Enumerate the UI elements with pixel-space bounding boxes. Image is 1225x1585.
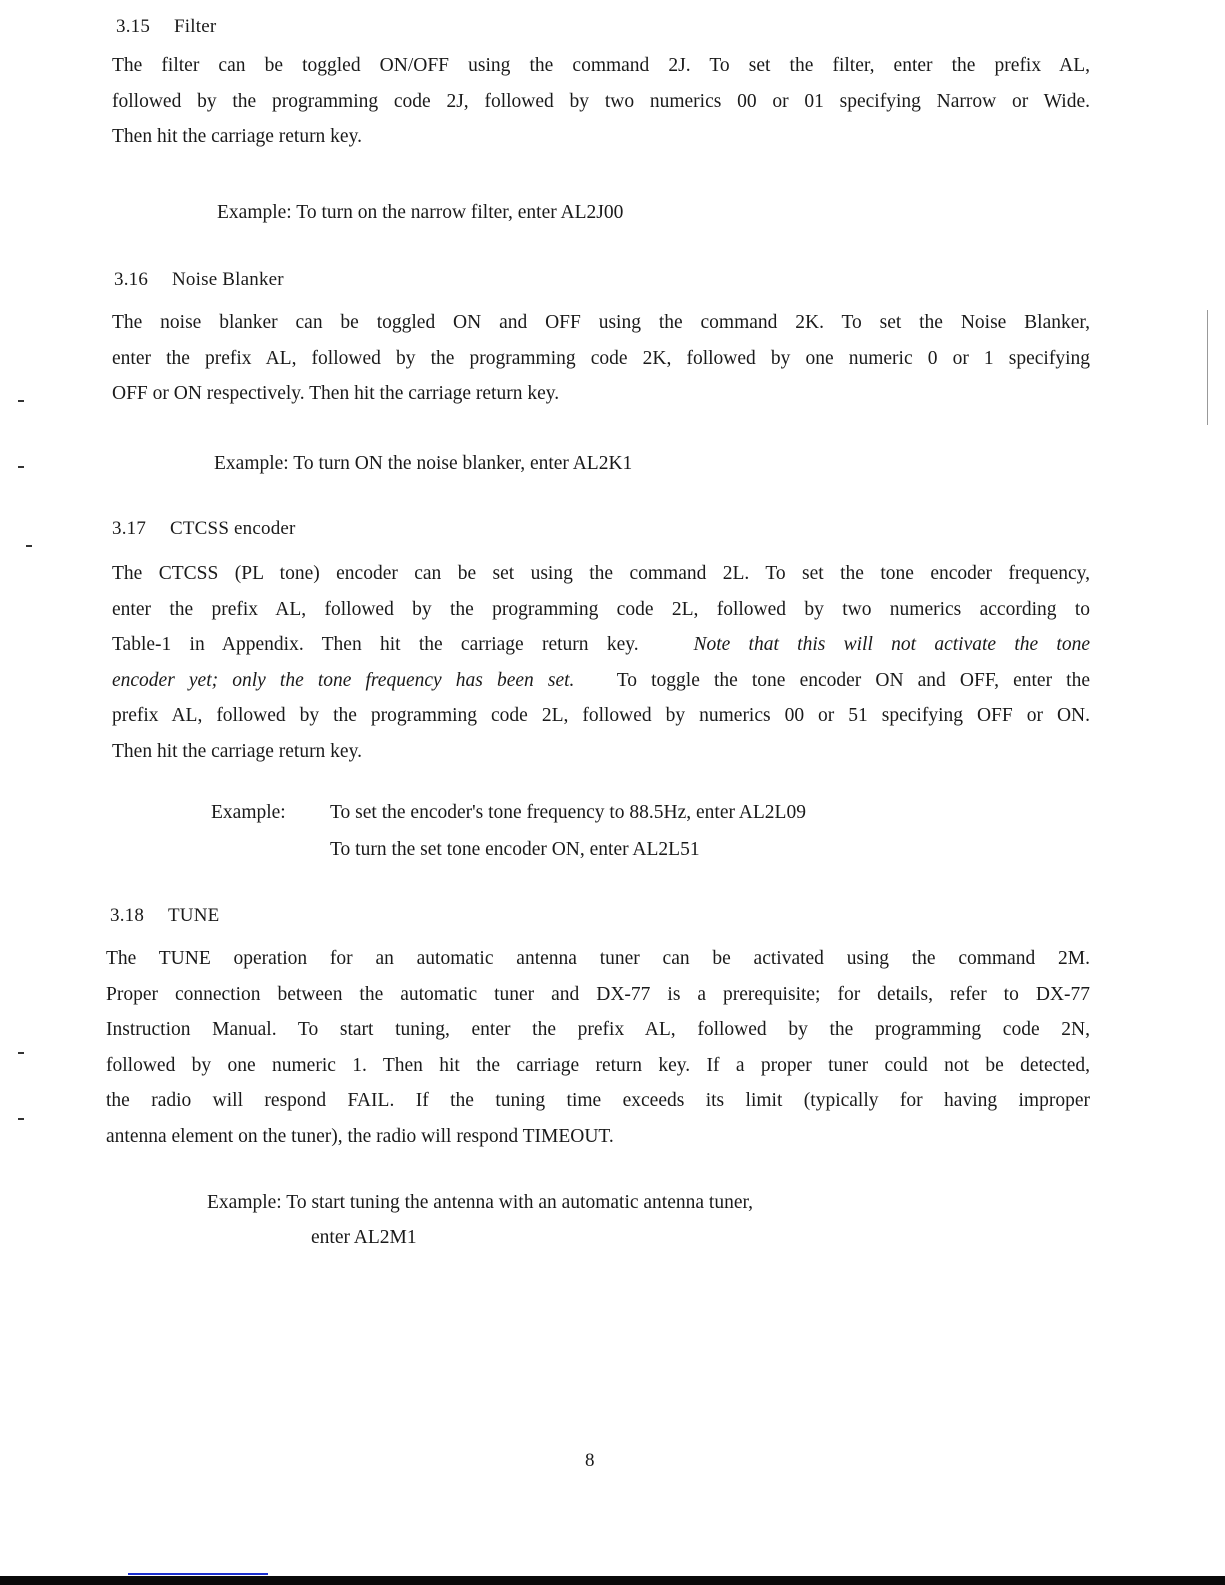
margin-mark xyxy=(18,400,24,402)
body-line: The TUNE operation for an automatic antenna tuner can be activated using the command 2M. xyxy=(106,948,1090,969)
example-label: Example: xyxy=(217,202,292,223)
body-line: followed by one numeric 1. Then hit the carriage return key. If a proper tuner could not be detected, xyxy=(106,1054,1090,1076)
body-line: Then hit the carriage return key. xyxy=(112,126,362,147)
section-number: 3.17 xyxy=(112,518,147,539)
body-line: Then hit the carriage return key. xyxy=(112,740,362,762)
section-heading-tune xyxy=(110,905,219,927)
example-ctcss-encoder-line2 xyxy=(330,839,700,861)
section-body-filter xyxy=(112,48,1090,155)
body-line: antenna element on the tuner), the radio will respond TIMEOUT. xyxy=(106,1125,614,1147)
section-body-ctcss-encoder xyxy=(112,556,1090,769)
body-text: To toggle the tone encoder ON and OFF, enter the xyxy=(616,669,1090,691)
body-line: The noise blanker can be toggled ON and OFF using the command 2K. To set the Noise Blanker, xyxy=(112,312,1090,333)
note-text: encoder yet; only the tone frequency has been set. xyxy=(112,669,575,691)
section-title: CTCSS encoder xyxy=(170,518,296,539)
margin-mark xyxy=(26,545,32,547)
scan-bottom-bar xyxy=(0,1576,1225,1585)
section-body-noise-blanker xyxy=(112,305,1090,412)
example-label: Example: xyxy=(211,802,286,823)
note-text: Note that this will not activate the tone xyxy=(693,634,1091,655)
example-text: To turn on the narrow filter, enter AL2J00 xyxy=(296,202,624,223)
example-label: Example: xyxy=(207,1192,282,1213)
body-line: enter the prefix AL, followed by the programming code 2L, followed by two numerics according to xyxy=(112,598,1090,620)
margin-mark xyxy=(18,1118,24,1120)
body-line: The CTCSS (PL tone) encoder can be set using the command 2L. To set the tone encoder frequency, xyxy=(112,563,1090,584)
body-line: followed by the programming code 2J, followed by two numerics 00 or 01 specifying Narrow or Wide. xyxy=(112,90,1090,112)
section-number: 3.15 xyxy=(116,16,151,37)
section-heading-ctcss-encoder xyxy=(112,518,296,540)
body-line: the radio will respond FAIL. If the tuning time exceeds its limit (typically for having improper xyxy=(106,1090,1090,1111)
example-text: To set the encoder's tone frequency to 88.5Hz, enter AL2L09 xyxy=(330,802,806,823)
body-line: The filter can be toggled ON/OFF using the command 2J. To set the filter, enter the prefix AL, xyxy=(112,55,1090,76)
example-text: To turn ON the noise blanker, enter AL2K1 xyxy=(293,453,633,474)
example-noise-blanker xyxy=(214,453,632,475)
example-tune-line2 xyxy=(311,1227,417,1249)
body-line: Proper connection between the automatic tuner and DX-77 is a prerequisite; for details, refer to DX-77 xyxy=(106,983,1090,1005)
body-line: Instruction Manual. To start tuning, enter the prefix AL, followed by the programming code 2N, xyxy=(106,1019,1090,1040)
margin-mark xyxy=(18,466,24,468)
body-line xyxy=(112,627,1090,663)
section-body-tune xyxy=(106,941,1090,1154)
example-filter xyxy=(217,202,623,224)
section-title: Noise Blanker xyxy=(172,269,284,290)
body-line: prefix AL, followed by the programming code 2L, followed by numerics 00 or 51 specifying OFF or ON. xyxy=(112,705,1090,726)
example-ctcss-encoder xyxy=(211,802,806,824)
example-text: enter AL2M1 xyxy=(311,1227,417,1248)
example-tune xyxy=(207,1192,753,1214)
example-label: Example: xyxy=(214,453,289,474)
example-text: To start tuning the antenna with an automatic antenna tuner, xyxy=(286,1192,754,1213)
page-number: 8 xyxy=(585,1450,595,1471)
section-number: 3.16 xyxy=(114,269,149,290)
section-number: 3.18 xyxy=(110,905,145,926)
body-text: Table-1 in Appendix. Then hit the carriage return key. xyxy=(112,634,639,655)
scan-edge-line xyxy=(1207,310,1208,425)
body-line: OFF or ON respectively. Then hit the carriage return key. xyxy=(112,383,560,404)
body-line xyxy=(112,663,1090,699)
body-line: enter the prefix AL, followed by the programming code 2K, followed by one numeric 0 or 1 specifying xyxy=(112,347,1090,369)
example-text: To turn the set tone encoder ON, enter AL2L51 xyxy=(330,839,700,860)
scan-blue-line xyxy=(128,1573,268,1575)
section-title: Filter xyxy=(174,16,217,37)
section-title: TUNE xyxy=(168,905,220,926)
section-heading-filter xyxy=(116,16,216,38)
margin-mark xyxy=(18,1052,24,1054)
section-heading-noise-blanker xyxy=(114,269,284,291)
